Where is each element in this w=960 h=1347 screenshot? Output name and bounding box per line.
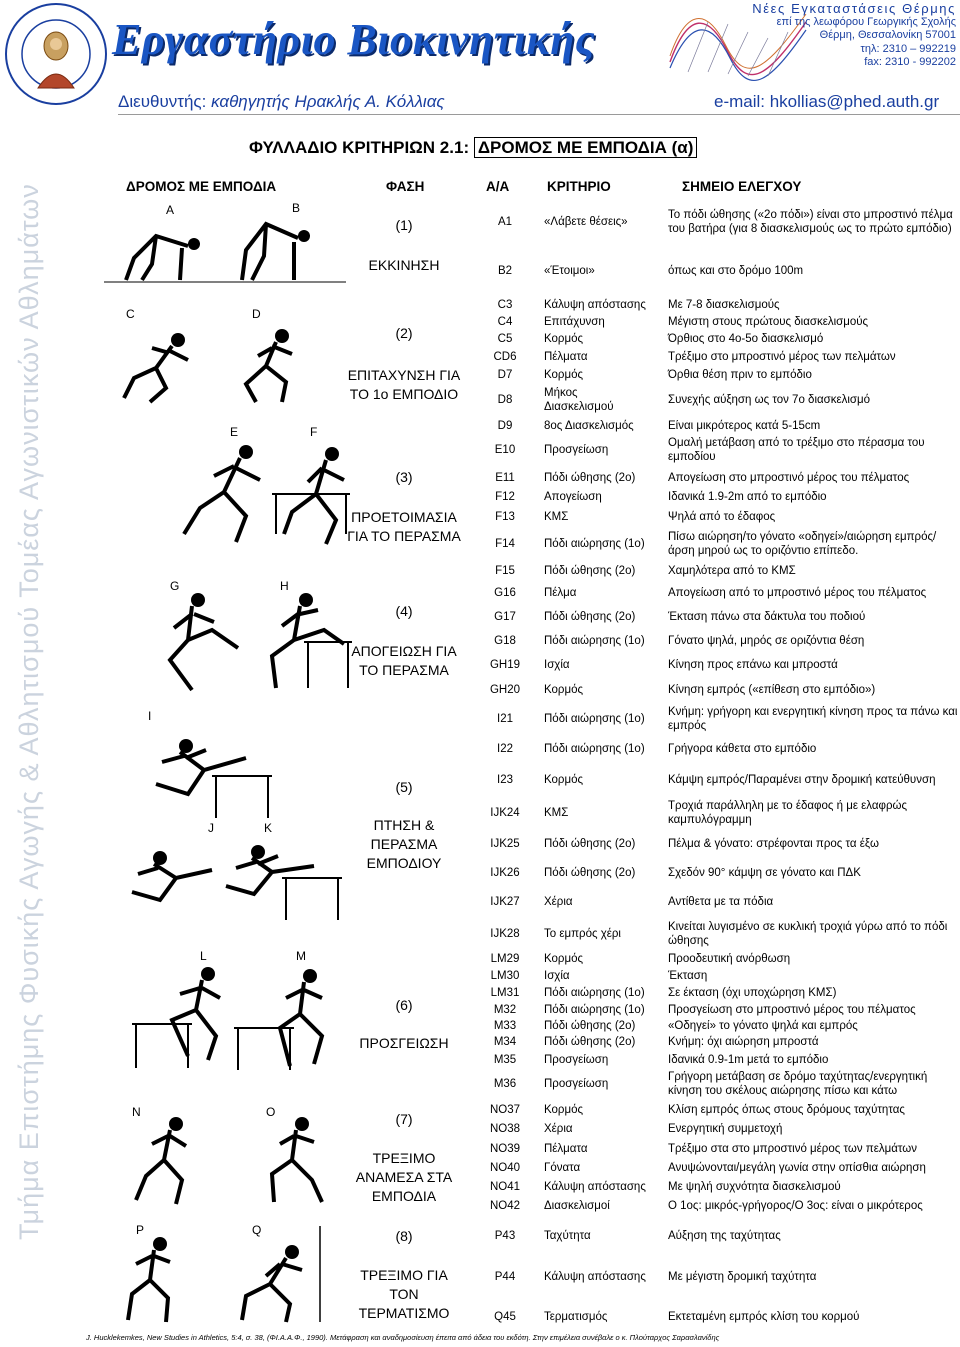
row-criterion: Πόδι αιώρησης (1ο): [544, 1004, 645, 1016]
row-checkpoint: Χαμηλότερα από το ΚΜΣ: [668, 565, 796, 577]
page-header: [0, 0, 960, 118]
table-row: [484, 1018, 958, 1034]
table-row: [484, 1227, 958, 1245]
figure-label: O: [266, 1105, 276, 1119]
athlete-acceleration-drawing: [96, 306, 354, 406]
athlete-preparation-drawing: [96, 424, 354, 548]
athlete-running-drawing: [96, 1104, 354, 1214]
row-checkpoint: Με 7-8 διασκελισμούς: [668, 298, 780, 311]
row-checkpoint: Κνήμη: όχι αιώρηση μπροστά: [668, 1036, 819, 1048]
row-checkpoint: Αύξηση της ταχύτητας: [668, 1230, 781, 1242]
table-row: [484, 918, 958, 950]
row-criterion: Κάλυψη απόστασης: [544, 298, 646, 311]
row-criterion: Κορμός: [544, 774, 584, 786]
table-row: [484, 1051, 958, 1068]
table-row: [484, 1068, 958, 1100]
row-code: M34: [493, 1036, 517, 1048]
phase-4-name: ΑΠΟΓΕΙΩΣΗ ΓΙΑ ΤΟ ΠΕΡΑΣΜΑ: [351, 643, 457, 678]
row-checkpoint: Ψηλά από το έδαφος: [668, 511, 776, 523]
row-checkpoint: Προοδευτική ανόρθωση: [668, 953, 791, 965]
row-code: NO41: [489, 1181, 521, 1193]
row-code: NO39: [489, 1143, 521, 1155]
row-checkpoint: Με ψηλή συχνότητα διασκελισμού: [668, 1181, 841, 1193]
figure-start: [96, 198, 354, 290]
director-name: καθηγητής Ηρακλής Α. Κόλλιας: [206, 92, 445, 111]
row-code: M36: [493, 1078, 517, 1090]
email-link[interactable]: e-mail: hkollias@phed.auth.gr: [714, 92, 940, 111]
row-criterion: Το εμπρός χέρι: [544, 928, 621, 940]
department-watermark: Τμήμα Επιστήμης Φυσικής Αγωγής & Αθλητισμού Τομέας Αγωνιστικών Αθλημάτων: [14, 183, 44, 1240]
figure-label: L: [200, 949, 207, 963]
row-checkpoint: Κινείται λυγισμένο σε κυκλική τροχιά γύρω από το πόδι ώθησης: [668, 921, 948, 947]
row-code: C3: [497, 298, 513, 311]
row-criterion: Πόδι ώθησης (2ο): [544, 838, 636, 850]
phase-1-number: (1): [395, 217, 413, 233]
row-code: F12: [495, 491, 515, 503]
row-code: NO42: [489, 1200, 521, 1212]
row-criterion: Πόδι αιώρησης (1ο): [544, 713, 645, 725]
row-code: LM30: [490, 970, 520, 982]
row-code: D7: [497, 368, 513, 381]
row-checkpoint: Κνήμη: γρήγορη και ενεργητική κίνηση προς τα πάνω και εμπρός: [668, 706, 958, 732]
row-checkpoint: Ομαλή μετάβαση από το τρέξιμο στο πέρασμα του εμποδίου: [668, 437, 925, 463]
row-code: A1: [497, 216, 513, 228]
phase-5-number: (5): [395, 779, 413, 795]
row-criterion: Κορμός: [544, 332, 584, 345]
figure-label: D: [252, 307, 261, 321]
figure-label: A: [166, 203, 175, 217]
row-criterion: Κάλυψη απόστασης: [544, 1181, 646, 1193]
table-row: [484, 1268, 958, 1286]
address-line: fax: 2310 - 992202: [864, 56, 956, 68]
row-checkpoint: Με μέγιστη δρομική ταχύτητα: [668, 1271, 817, 1283]
row-checkpoint: Εκτεταμένη εμπρός κλίση του κορμού: [668, 1311, 860, 1323]
row-code: LM31: [490, 987, 520, 999]
row-code: CD6: [493, 350, 517, 363]
header-checkpoint: ΣΗΜΕΙΟ ΕΛΕΓΧΟΥ: [682, 179, 802, 194]
figure-label: N: [132, 1105, 141, 1119]
row-code: NO38: [489, 1123, 521, 1135]
athlete-landing-drawing: [96, 948, 354, 1098]
row-code: G17: [494, 611, 516, 623]
figure-label: Q: [252, 1223, 262, 1237]
row-code: C5: [497, 332, 513, 345]
sheet-title: [249, 138, 697, 158]
row-code: D9: [497, 419, 513, 432]
table-row: [484, 434, 958, 466]
row-criterion: Επιτάχυνση: [544, 315, 605, 328]
row-criterion: Χέρια: [544, 1123, 573, 1135]
athlete-flight-drawing: [96, 706, 354, 928]
phase-5-name: ΠΤΗΣΗ & ΠΕΡΑΣΜΑ ΕΜΠΟΔΙΟΥ: [366, 817, 442, 871]
row-criterion: Μήκος Διασκελισμού: [544, 387, 614, 413]
phase-4-number: (4): [395, 603, 413, 619]
row-criterion: Πόδι αιώρησης (1ο): [544, 635, 645, 647]
row-checkpoint: Το πόδι ώθησης («2ο πόδι») είναι στο μπροστινό πέλμα του βατήρα (για 8 διασκελισμούς ως το πρώτο εμπόδιο): [668, 209, 953, 235]
row-criterion: Πόδι ώθησης (2ο): [544, 565, 636, 577]
phase-1-name: ΕΚΚΙΝΗΣΗ: [368, 257, 440, 273]
row-criterion: Ταχύτητα: [544, 1230, 591, 1242]
row-code: IJK24: [490, 807, 520, 819]
row-criterion: Πόδι αιώρησης (1ο): [544, 743, 645, 755]
header-divider: [118, 114, 960, 115]
phase-8-number: (8): [395, 1228, 413, 1244]
row-criterion: Διασκελισμοί: [544, 1200, 610, 1212]
table-row: [484, 1197, 958, 1215]
row-checkpoint: Πέλμα & γόνατο: στρέφονται προς τα έξω: [668, 838, 880, 850]
figure-running-between: [96, 1104, 354, 1214]
row-code: M32: [493, 1004, 517, 1016]
table-row: [484, 631, 958, 651]
row-criterion: «Λάβετε θέσεις»: [544, 216, 628, 228]
table-row: [484, 1101, 958, 1119]
header-criterion: ΚΡΙΤΗΡΙΟ: [547, 179, 611, 194]
row-code: D8: [497, 394, 513, 406]
table-row: [484, 739, 958, 759]
row-criterion: Προσγείωση: [544, 1078, 609, 1090]
table-row: [484, 384, 958, 416]
table-row: [484, 703, 958, 735]
row-checkpoint: Ιδανικά 1.9-2m από το εμπόδιο: [668, 491, 827, 503]
row-checkpoint: Απογείωση από το μπροστινό μέρος του πέλματος: [668, 587, 927, 599]
figure-takeoff: [96, 578, 354, 698]
row-checkpoint: Τρέξιμο στο μπροστινό μέρος των πελμάτων: [668, 350, 896, 363]
sheet-title-prefix: ΦΥΛΛΑΔΙΟ ΚΡΙΤΗΡΙΩΝ 2.1:: [249, 138, 474, 157]
row-criterion: 8ος Διασκελισμός: [544, 419, 634, 432]
row-checkpoint: Κάμψη εμπρός/Παραμένει στην δρομική κατεύθυνση: [668, 774, 936, 786]
figure-flight: [96, 706, 354, 928]
row-checkpoint: Προσγείωση στο μπροστινό μέρος του πέλματος: [668, 1004, 916, 1016]
row-code: NO40: [489, 1162, 521, 1174]
address-line: Νέες Εγκαταστάσεις Θέρμης: [752, 1, 956, 16]
figure-label: G: [170, 579, 180, 593]
row-code: NO37: [489, 1104, 521, 1116]
sheet-title-boxed: ΔΡΟΜΟΣ ΜΕ ΕΜΠΟΔΙΑ (α): [474, 137, 698, 158]
figure-label: P: [136, 1223, 145, 1237]
table-row: [484, 417, 958, 434]
table-row: [484, 951, 958, 967]
table-row: [484, 1034, 958, 1050]
source-footnote: J. Hucklekemkes, New Studies in Athletics, 5:4, σ. 38, (ΦΙ.Α.Α.Φ., 1990). Μετάφραση και αναδημοσίευση έπειτα από άδεια του εκδότη. Στην επιμέλεια συνέβαλε ο κ. Πλούταρχος Σαρασλανίδης: [86, 1333, 720, 1342]
phase-3-number: (3): [395, 469, 413, 485]
row-code: GH20: [489, 684, 521, 696]
row-criterion: Ισχία: [544, 659, 570, 671]
phase-7-name: ΤΡΕΞΙΜΟ ΑΝΑΜΕΣΑ ΣΤΑ ΕΜΠΟΔΙΑ: [355, 1150, 453, 1204]
table-row: [484, 797, 958, 829]
row-code: I23: [497, 774, 513, 786]
phase-3-name: ΠΡΟΕΤΟΙΜΑΣΙΑ ΓΙΑ ΤΟ ΠΕΡΑΣΜΑ: [347, 509, 461, 544]
athlete-takeoff-drawing: [96, 578, 354, 698]
row-checkpoint: Έκταση πάνω στα δάκτυλα του ποδιού: [668, 611, 866, 623]
table-row: [484, 968, 958, 984]
row-checkpoint: Συνεχής αύξηση ως τον 7ο διασκελισμό: [668, 394, 871, 406]
table-row: [484, 1178, 958, 1196]
table-row: [484, 655, 958, 675]
row-code: E10: [494, 444, 516, 456]
row-criterion: Πόδι αιώρησης (1ο): [544, 987, 645, 999]
figure-label: K: [264, 821, 273, 835]
table-row: [484, 528, 958, 560]
row-code: P43: [494, 1230, 516, 1242]
row-criterion: ΚΜΣ: [544, 807, 569, 819]
table-row: [484, 468, 958, 487]
header-phase: ΦΑΣΗ: [386, 179, 425, 194]
row-checkpoint: Τροχιά παράλληλη με το έδαφος ή με ελαφρώς καμπυλόγραμμη: [668, 800, 908, 826]
address-line: Θέρμη, Θεσσαλονίκη 57001: [819, 29, 956, 41]
row-criterion: Πέλματα: [544, 350, 588, 363]
phase-2-number: (2): [395, 325, 413, 341]
table-row: [484, 262, 958, 280]
athlete-finish-drawing: [96, 1222, 354, 1326]
figure-label: E: [230, 425, 239, 439]
row-criterion: Πέλμα: [544, 587, 577, 599]
figure-label: B: [292, 201, 301, 215]
row-checkpoint: Κίνηση εμπρός («επίθεση στο εμπόδιο»): [668, 684, 876, 696]
row-criterion: Κάλυψη απόστασης: [544, 1271, 646, 1283]
table-row: [484, 1159, 958, 1177]
table-row: [484, 313, 958, 330]
row-checkpoint: Τρέξιμο στα στο μπροστινό μέρος των πελμάτων: [668, 1143, 917, 1155]
header-hurdles: ΔΡΟΜΟΣ ΜΕ ΕΜΠΟΔΙΑ: [126, 179, 277, 194]
figure-label: I: [148, 709, 152, 723]
row-criterion: Τερματισμός: [544, 1311, 608, 1323]
row-checkpoint: Έκταση: [668, 970, 708, 982]
figure-label: J: [208, 821, 214, 835]
phase-8-name: ΤΡΕΞΙΜΟ ΓΙΑ ΤΟΝ ΤΕΡΜΑΤΙΣΜΟ: [358, 1267, 450, 1321]
row-code: I22: [497, 743, 513, 755]
row-criterion: «Έτοιμοι»: [544, 265, 595, 277]
table-row: [484, 348, 958, 365]
table-row: [484, 488, 958, 506]
row-checkpoint: Είναι μικρότερος κατά 5-15cm: [668, 419, 821, 432]
row-criterion: Πόδι ώθησης (2ο): [544, 867, 636, 879]
table-row: [484, 508, 958, 526]
row-criterion: Προσγείωση: [544, 1053, 609, 1066]
row-checkpoint: Όρθιος στο 4ο-5ο διασκελισμό: [668, 332, 824, 345]
row-criterion: Πόδι ώθησης (2ο): [544, 471, 636, 484]
row-code: P44: [494, 1271, 516, 1283]
row-code: GH19: [489, 659, 521, 671]
row-code: G18: [494, 635, 516, 647]
row-criterion: Κορμός: [544, 953, 584, 965]
row-code: F14: [495, 538, 515, 550]
row-code: E11: [495, 471, 515, 484]
row-code: Q45: [494, 1311, 516, 1323]
director-line: [118, 92, 445, 112]
row-checkpoint: Κίνηση προς επάνω και μπροστά: [668, 659, 838, 671]
row-checkpoint: Όρθια θέση πριν το εμπόδιο: [668, 368, 812, 381]
row-criterion: Πόδι αιώρησης (1ο): [544, 538, 645, 550]
director-label: Διευθυντής:: [118, 92, 207, 111]
figure-label: F: [310, 425, 318, 439]
row-checkpoint: Γόνατο ψηλά, μηρός σε οριζόντια θέση: [668, 635, 865, 647]
row-checkpoint: Ανυψώνονται/μεγάλη γωνία στην οπίσθια αιώρηση: [668, 1162, 926, 1174]
table-row: [484, 985, 958, 1001]
row-code: C4: [497, 315, 513, 328]
table-row: [484, 330, 958, 347]
row-criterion: Κορμός: [544, 368, 584, 381]
row-code: F15: [495, 565, 515, 577]
table-row: [484, 892, 958, 912]
row-code: F13: [495, 511, 515, 523]
row-criterion: Πόδι ώθησης (2ο): [544, 611, 636, 623]
table-row: [484, 562, 958, 580]
row-code: IJK26: [490, 867, 520, 879]
phase-6-number: (6): [395, 997, 413, 1013]
row-criterion: Γόνατα: [544, 1162, 581, 1174]
lab-title: Εργαστήριο Βιοκινητικής: [112, 15, 596, 64]
row-checkpoint: Ο 1ος: μικρός-γρήγορος/Ο 3ος: είναι ο μικρότερος: [668, 1200, 923, 1212]
row-criterion: Πόδι ώθησης (2ο): [544, 1036, 636, 1048]
figure-preparation: [96, 424, 354, 548]
row-checkpoint: Γρήγορα κάθετα στο εμπόδιο: [668, 743, 817, 755]
row-code: IJK25: [490, 838, 520, 850]
row-checkpoint: Ενεργητική συμμετοχή: [668, 1123, 783, 1135]
row-code: M35: [493, 1053, 517, 1066]
table-row: [484, 296, 958, 313]
row-checkpoint: Σε έκταση (όχι υποχώρηση ΚΜΣ): [668, 987, 837, 999]
athlete-start-drawing: [96, 198, 354, 290]
table-row: [484, 680, 958, 700]
table-row: [484, 1308, 958, 1326]
row-checkpoint: Ιδανικά 0.9-1m μετά το εμπόδιο: [668, 1053, 829, 1066]
header-number: Α/Α: [486, 179, 510, 194]
address-line: τηλ: 2310 – 992219: [860, 42, 956, 55]
table-row: [484, 366, 958, 383]
row-criterion: Ισχία: [544, 970, 570, 982]
phase-7-number: (7): [395, 1111, 413, 1127]
table-row: [484, 764, 958, 796]
row-code: LM29: [490, 953, 520, 965]
row-checkpoint: Κλίση εμπρός όπως στους δρόμους ταχύτητας: [668, 1104, 905, 1116]
figure-label: C: [126, 307, 135, 321]
table-row: [484, 1140, 958, 1158]
university-seal-icon: [4, 2, 108, 106]
row-code: G16: [494, 587, 516, 599]
address-line: επί της λεωφόρου Γεωργικής Σχολής: [776, 15, 956, 28]
table-row: [484, 834, 958, 854]
row-checkpoint: όπως και στο δρόμο 100m: [668, 265, 804, 277]
row-criterion: Πέλματα: [544, 1143, 588, 1155]
table-row: [484, 607, 958, 627]
row-checkpoint: Αντίθετα με τα πόδια: [668, 896, 774, 908]
table-row: [484, 1120, 958, 1138]
row-code: M33: [493, 1020, 517, 1032]
row-criterion: ΚΜΣ: [544, 511, 569, 523]
row-code: I21: [497, 713, 513, 725]
row-checkpoint: Μέγιστη στους πρώτους διασκελισμούς: [668, 315, 869, 328]
row-criterion: Πόδι ώθησης (2ο): [544, 1020, 636, 1032]
figure-landing: [96, 948, 354, 1098]
table-row: [484, 1002, 958, 1018]
row-checkpoint: Απογείωση στο μπροστινό μέρος του πέλματος: [668, 471, 910, 484]
row-criterion: Απογείωση: [544, 491, 602, 503]
row-criterion: Κορμός: [544, 1104, 584, 1116]
table-row: [484, 200, 958, 244]
table-row: [484, 583, 958, 603]
row-criterion: Κορμός: [544, 684, 584, 696]
figure-acceleration: [96, 306, 354, 406]
row-checkpoint: Γρήγορη μετάβαση σε δρόμο ταχύτητας/ενεργητική κίνηση του σκέλους αιώρησης πίσω και κάτω: [668, 1071, 928, 1097]
address-block: [752, 2, 956, 70]
row-code: IJK28: [490, 928, 520, 940]
row-checkpoint: Πίσω αιώρηση/το γόνατο «οδηγεί»/αιώρηση εμπρός/άρση μηρού ως το οριζόντιο επίπεδο.: [668, 531, 937, 557]
figure-label: M: [296, 949, 306, 963]
row-checkpoint: «Οδηγεί» το γόνατο ψηλά και εμπρός: [668, 1020, 858, 1032]
figure-finish: [96, 1222, 354, 1326]
phase-2-name: ΕΠΙΤΑΧΥΝΣΗ ΓΙΑ ΤΟ 1ο ΕΜΠΟΔΙΟ: [347, 367, 461, 402]
row-checkpoint: Σχεδόν 90° κάμψη σε γόνατο και ΠΔΚ: [668, 867, 861, 879]
figure-label: H: [280, 579, 289, 593]
row-code: B2: [497, 265, 513, 277]
row-code: IJK27: [490, 896, 520, 908]
table-row: [484, 863, 958, 883]
row-criterion: Χέρια: [544, 896, 573, 908]
row-criterion: Προσγείωση: [544, 444, 609, 456]
phase-6-name: ΠΡΟΣΓΕΙΩΣΗ: [359, 1035, 449, 1051]
